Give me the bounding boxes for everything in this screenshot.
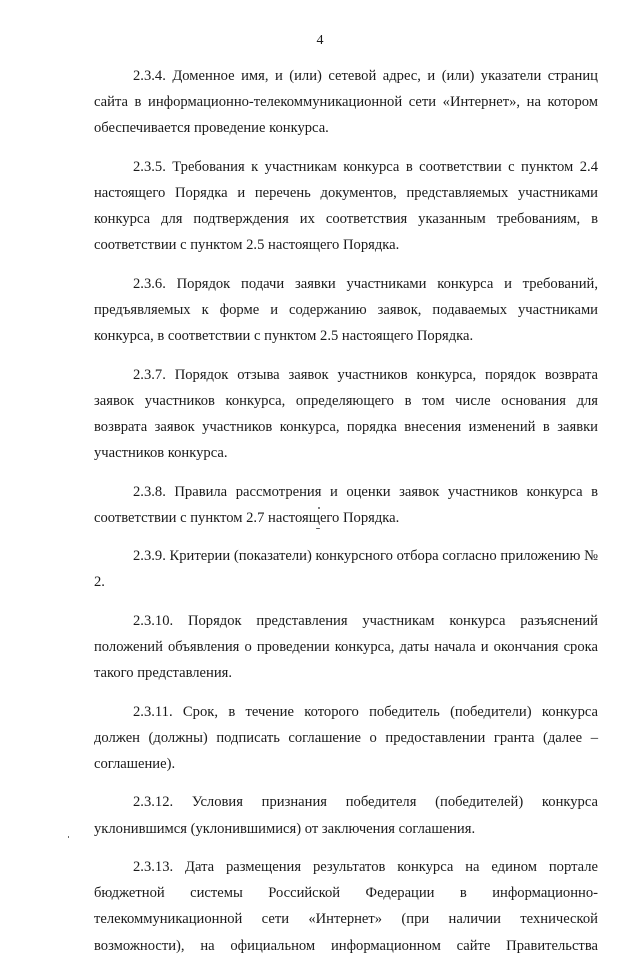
scan-speck xyxy=(68,836,69,838)
paragraph-2-3-7: 2.3.7. Порядок отзыва заявок участников конкурса, порядок возврата заявок участников конкурса, определяющего в том числе основания для возврата заявок участников конкурса, порядка внесения изменений в заявки участников конкурса. xyxy=(94,366,598,462)
scan-speck xyxy=(316,528,320,529)
paragraph-2-3-8: 2.3.8. Правила рассмотрения и оценки заявок участников конкурса в соответствии с пунктом 2.7 настоящего Порядка. xyxy=(94,483,598,526)
paragraph-2-3-9: 2.3.9. Критерии (показатели) конкурсного отбора согласно приложению № 2. xyxy=(94,548,598,591)
paragraph-2-3-4: 2.3.4. Доменное имя, и (или) сетевой адрес, и (или) указатели страниц сайта в информационно-телекоммуникационной сети «Интернет», на котором обеспечивается проведение конкурса. xyxy=(94,68,598,137)
paragraph-2-3-13: 2.3.13. Дата размещения результатов конкурса на едином портале бюджетной системы Российской Федерации в информационно-телекоммуникационной сети «Интернет» (при наличии технической возможности), на официальном информационном сайте Правительства xyxy=(94,858,598,954)
scan-speck xyxy=(318,507,320,509)
document-body xyxy=(94,63,598,971)
paragraph-2-3-11: 2.3.11. Срок, в течение которого победитель (победители) конкурса должен (должны) подписать соглашение о предоставлении гранта (далее – соглашение). xyxy=(94,703,598,772)
paragraph-2-3-10: 2.3.10. Порядок представления участникам конкурса разъяснений положений объявления о проведении конкурса, даты начала и окончания срока такого представления. xyxy=(94,612,598,682)
paragraph-2-3-5: 2.3.5. Требования к участникам конкурса в соответствии с пунктом 2.4 настоящего Порядка и перечень документов, представляемых участниками конкурса для подтверждения их соответствия указанным требованиям, в соответствии с пунктом 2.5 настоящего Порядка. xyxy=(94,158,598,254)
paragraph-2-3-12: 2.3.12. Условия признания победителя (победителей) конкурса уклонившимся (уклонившимися) от заключения соглашения. xyxy=(94,794,598,837)
paragraph-2-3-6: 2.3.6. Порядок подачи заявки участниками конкурса и требований, предъявляемых к форме и содержанию заявок, подаваемых участниками конкурса, в соответствии с пунктом 2.5 настоящего Порядка. xyxy=(94,275,598,345)
page-number: 4 xyxy=(316,33,324,48)
